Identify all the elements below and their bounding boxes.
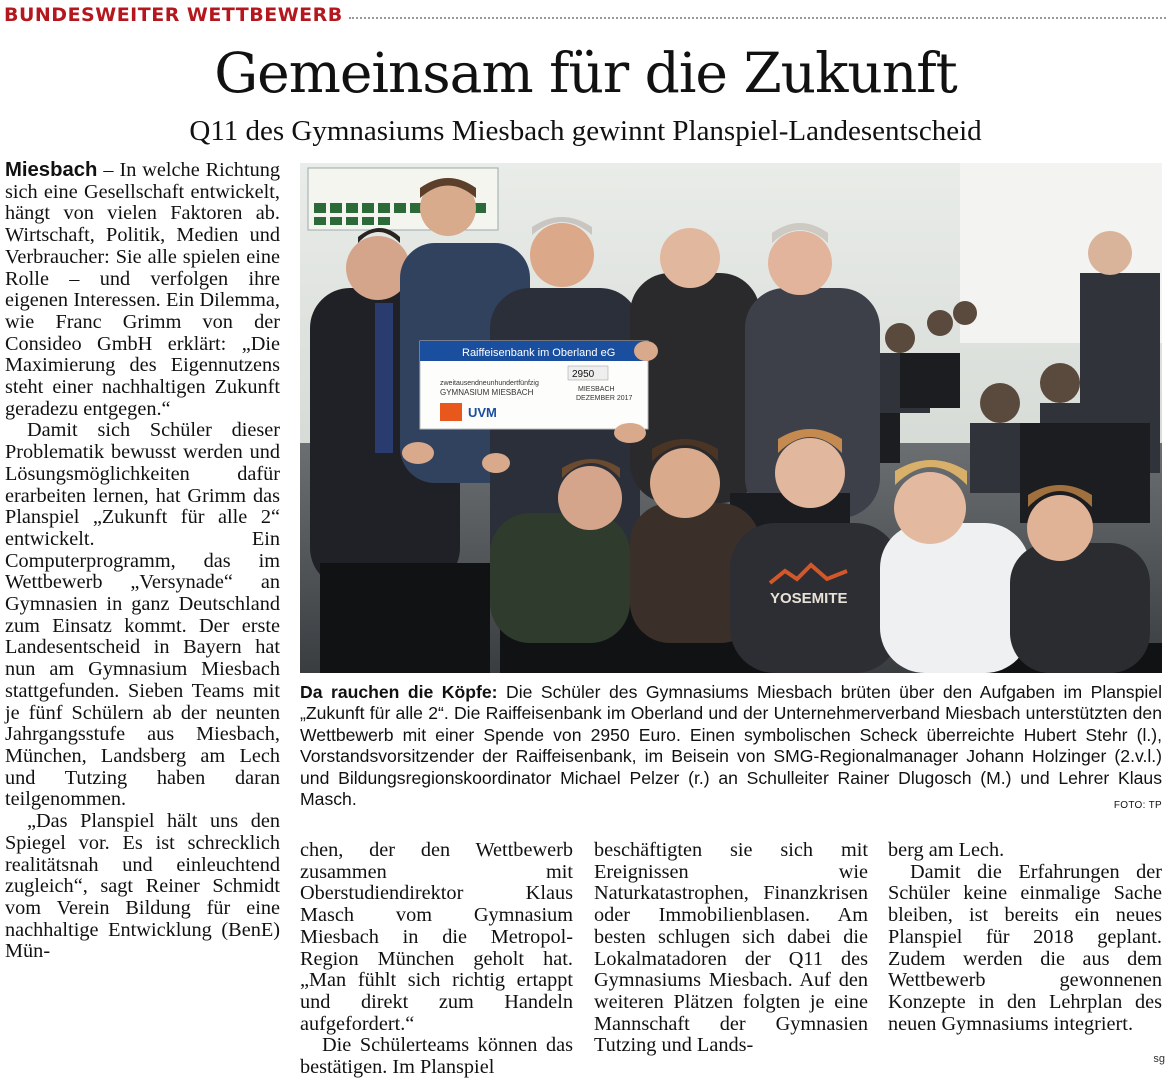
photo-credit: FOTO: TP <box>1113 800 1162 812</box>
cheque-payee: GYMNASIUM MIESBACH <box>440 388 534 397</box>
kicker-dotted-rule <box>349 17 1166 19</box>
photo-caption <box>300 682 1162 816</box>
section-kicker <box>4 2 1166 28</box>
shirt-text: YOSEMITE <box>770 590 848 607</box>
article-paragraph: Die Schülerteams können das bestätigen. Im Planspiel <box>300 1034 573 1079</box>
article-paragraph: „Das Planspiel hält uns den Spiegel vor. Es ist schrecklich realitätsnah und einleuchtend zugleich“, sagt Reiner Schmidt vom Verein Bildung für eine nachhaltige Entwicklung (BenE) Mün- <box>5 810 280 963</box>
cheque-bank-name: Raiffeisenbank im Oberland eG <box>462 347 616 359</box>
article-paragraph <box>5 160 280 420</box>
cheque-amount-words: zweitausendneunhundertfünfzig <box>440 380 539 387</box>
article-paragraph: chen, der den Wettbewerb zusammen mit Oberstudiendirektor Klaus Masch vom Gymnasium Miesbach in die Metropol-Region München geholt hat. „Man fühlt sich richtig ertappt und direkt zum Handeln aufgefordert.“ <box>300 839 573 1035</box>
paragraph-text: – In welche Richtung sich eine Gesellschaft entwickelt, hängt von vielen Faktoren ab. Wirtschaft, Politik, Medien und Verbraucher: Sie alle spielen eine Rolle – und verfolgen ihre eigenen Interessen. Ein Dilemma, wie Franc Grimm von der Consideo GmbH erklärt: „Die Maximierung des Eigennutzens steht einer nachhaltigen Zukunft geradezu entgegen.“ <box>5 159 280 420</box>
article-paragraph: berg am Lech. <box>888 839 1005 861</box>
article-photo <box>300 163 1162 673</box>
cheque-amount: 2950 <box>572 369 595 380</box>
cheque <box>420 341 648 429</box>
article-column-2 <box>300 840 573 1079</box>
article-paragraph: Damit die Erfahrungen der Schüler keine einmalige Sache bleiben, ist bereits ein neues Planspiel für 2018 geplant. Zudem werden die aus dem Wettbewerb gewonnenen Konzepte in den Lehrplan des neuen Gymnasiums integriert. <box>888 860 1162 1035</box>
cheque-date: DEZEMBER 2017 <box>576 395 633 402</box>
article-paragraph: Damit sich Schüler dieser Problematik bewusst werden und Lösungsmöglichkeiten dafür erarbeiten lernen, hat Grimm das Planspiel „Zukunft für alle 2“ entwickelt. Ein Computerprogramm, das im Wettbewerb „Versynade“ an Gymnasien in ganz Deutschland zum Einsatz kommt. Der erste Landesentscheid in Bayern hat nun am Gymnasium Miesbach stattgefunden. Sieben Teams mit je fünf Schülern ab der neunten Jahrgangsstufe aus Miesbach, München, Landsberg am Lech und Tutzing haben daran teilgenommen. <box>5 419 280 811</box>
article-column-3 <box>594 840 868 1057</box>
dateline: Miesbach <box>5 159 98 181</box>
kicker-label: BUNDESWEITER WETTBEWERB <box>4 4 343 26</box>
caption-text: Die Schüler des Gymnasiums Miesbach brüten über den Aufgaben im Planspiel „Zukunft für alle 2“. Die Raiffeisenbank im Oberland und der Unternehmerverband Miesbach unterstützten den Wettbewerb mit einer Spende von 2950 Euro. Einen symbolischen Scheck überreichte Hubert Stehr (l.), Vorstandsvorsitzender der Raiffeisenbank, im Beisein von SMG-Regionalmanager Johann Holzinger (2.v.l.) und Bildungsregionskoordinator Michael Pelzer (r.) an Schulleiter Rainer Dlugosch (M.) und Lehrer Klaus Masch. <box>300 682 1162 810</box>
photo-illustration <box>300 163 1162 673</box>
subheadline: Q11 des Gymnasiums Miesbach gewinnt Planspiel-Landesentscheid <box>189 115 982 147</box>
author-signature: sg <box>1153 1053 1165 1065</box>
headline: Gemeinsam für die Zukunft <box>214 41 957 105</box>
article-paragraph: beschäftigten sie sich mit Ereignissen wie Naturkatastrophen, Finanzkrisen oder Immobilienblasen. Am besten schlugen sich dabei die Lokalmatadoren der Q11 des Gymnasiums Miesbach. Auf den weiteren Plätzen folgten je eine Mannschaft der Gymnasien Tutzing und Lands- <box>594 839 868 1057</box>
article-column-4 <box>888 840 1162 1035</box>
uvm-logo-mark <box>440 403 462 421</box>
cheque-logo-text: UVM <box>468 405 497 420</box>
cheque-place: MIESBACH <box>578 386 615 393</box>
caption-lead: Da rauchen die Köpfe: <box>300 682 498 702</box>
article-column-1 <box>5 160 280 963</box>
